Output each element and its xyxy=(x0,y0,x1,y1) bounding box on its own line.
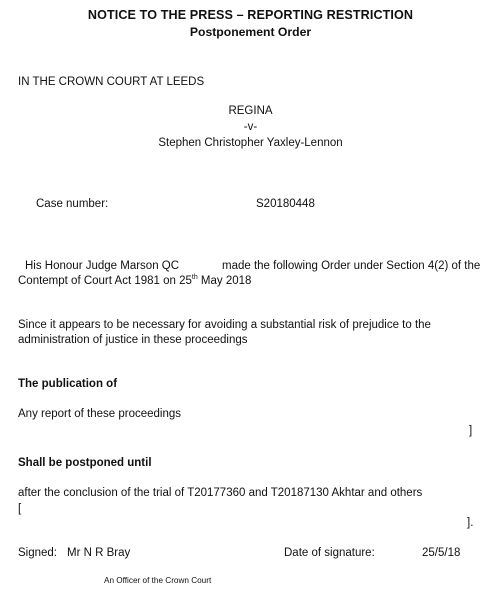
court-name: IN THE CROWN COURT AT LEEDS xyxy=(18,76,205,88)
order-line-2-prefix: Contempt of Court Act 1981 on 25 xyxy=(18,275,192,287)
versus-label: -v- xyxy=(243,121,258,133)
prosecution-name: REGINA xyxy=(228,105,273,117)
postponed-open-bracket: [ xyxy=(18,503,22,515)
case-number-label: Case number: xyxy=(36,198,109,210)
signed-name: Mr N R Bray xyxy=(67,547,131,559)
order-date-suffix: th xyxy=(191,274,198,282)
case-number-value: S20180448 xyxy=(256,198,315,210)
officer-caption: An Officer of the Crown Court xyxy=(104,576,212,585)
reason-line-2: administration of justice in these proceedings xyxy=(18,334,248,346)
publication-text: Any report of these proceedings xyxy=(18,408,182,420)
postponed-heading: Shall be postponed until xyxy=(18,457,152,469)
date-of-signature-value: 25/5/18 xyxy=(422,547,461,559)
judge-name: His Honour Judge Marson QC xyxy=(25,260,180,272)
signed-label: Signed: xyxy=(18,547,58,559)
postponed-close-bracket: ]. xyxy=(467,517,474,529)
date-of-signature-label: Date of signature: xyxy=(284,547,375,559)
notice-subtitle: Postponement Order xyxy=(189,25,312,39)
defendant-name: Stephen Christopher Yaxley-Lennon xyxy=(158,137,343,149)
order-line-1: made the following Order under Section 4(2) of the xyxy=(222,260,481,272)
reason-line-1: Since it appears to be necessary for avoiding a substantial risk of prejudice to the xyxy=(18,319,431,331)
order-line-2 xyxy=(18,274,251,288)
publication-bracket: ] xyxy=(469,425,473,437)
order-line-2-suffix: May 2018 xyxy=(197,275,252,287)
postponed-text: after the conclusion of the trial of T20177360 and T20187130 Akhtar and others xyxy=(18,487,423,499)
notice-title: NOTICE TO THE PRESS – REPORTING RESTRICTION xyxy=(87,8,414,22)
publication-heading: The publication of xyxy=(18,378,118,390)
